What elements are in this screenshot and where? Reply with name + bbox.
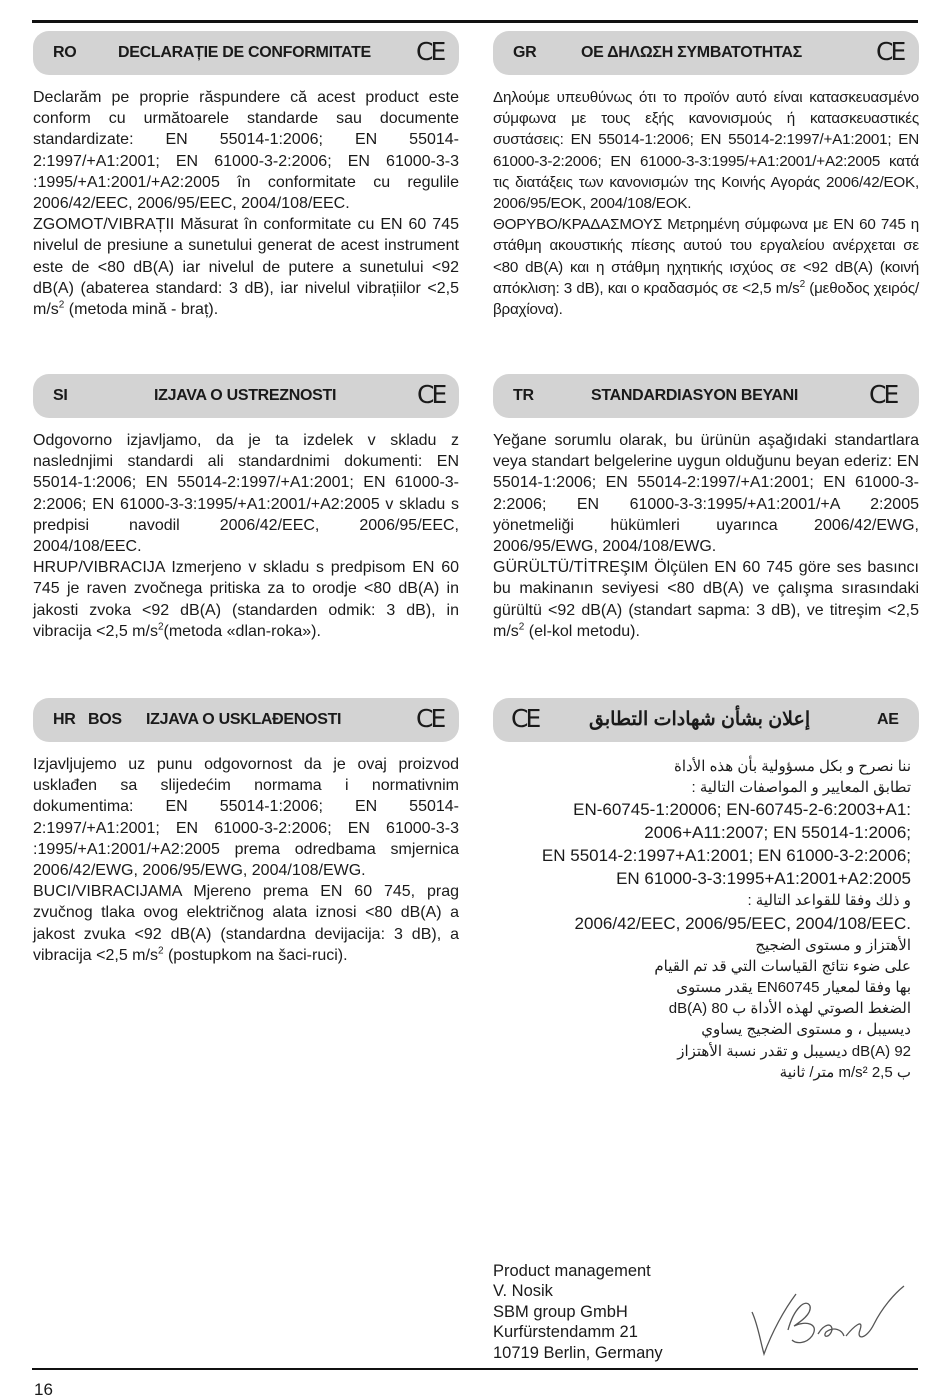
street-address: Kurfürstendamm 21: [493, 1323, 638, 1342]
section-header: [33, 31, 459, 75]
paragraph: Δηλούμε υπευθύνως ότι το προϊόν αυτό είναι κατασκευασμένο σύμφωνα με τους εξής κανονισμούς ή κατασκευαστικές συστάσεις: EN 55014-1:2006; EN 55014-2:1997/+A1:2001; EN 61000-3-2:2006; EN 61000-3-3:1995/+A1:2001/+A2:2005 κατά τις διατάξεις των κανονισμών της Κοινής Αγοράς 2006/42/ΕΟΚ, 2006/95/ΕΟΚ, 2004/108/ΕΟΚ.: [493, 89, 919, 213]
top-rule: [32, 20, 918, 23]
text-line: EN 55014-2:1997+A1:2001; EN 61000-3-2:2006;: [541, 846, 911, 866]
paragraph-noise: BUCI/VIBRACIJAMA Mjereno prema EN 60 745, prag zvučnog tlaka ovog električnog alata iznosi <80 dB(A) a jakost zvuka <92 dB(A) (standardna devijacija: 3 dB), a vibracija <2,5 $m/s^2$ (postupkom na šaci-ruci).: [33, 883, 459, 964]
language-code: SI: [53, 387, 68, 404]
section-title: IZJAVA O USKLAĐENOSTI: [146, 711, 342, 728]
section-body: [33, 430, 459, 642]
paragraph-noise: ΘΟΡΥΒΟ/ΚΡΑΔΑΣΜΟΥΣ Μετρημένη σύμφωνα με ΕΝ 60 745 η στάθμη ακουστικής πίεσης αυτού του εργαλείου ανέρχεται σε <80 dB(A) και η στάθμη ηχητικής ισχύος σε <92 dB(A) (κοινή απόκλιση: 3 dB), και ο κραδασμός σε <2,5 $m/s^2$ (μεθοδος χειρός/βραχίονα).: [493, 216, 919, 319]
section-title: ΟΕ ΔΗΛΩΣΗ ΣΥΜΒΑΤΟΤΗΤΑΣ: [581, 44, 802, 61]
bottom-rule: [32, 1368, 918, 1370]
language-code: RO: [53, 44, 77, 61]
section-ro: [33, 31, 459, 320]
section-body: [493, 87, 919, 320]
section-header: [33, 374, 459, 418]
text-line: ب 2,5 m/s² متر/ ثانية: [779, 1063, 911, 1081]
section-si: [33, 374, 459, 642]
text-line: EN 61000-3-3:1995+A1:2001+A2:2005: [616, 869, 911, 889]
text-line: و ذلك وفقا للقواعد التالية :: [747, 892, 911, 910]
ce-mark-icon: CE: [416, 37, 444, 66]
section-title: إعلان بشأن شهادات التطابق: [589, 709, 811, 730]
language-code: GR: [513, 44, 537, 61]
ce-mark-icon: CE: [511, 704, 539, 733]
section-title: STANDARDIASYON BEYANI: [591, 387, 799, 404]
language-code: TR: [513, 387, 534, 404]
company-name: SBM group GmbH: [493, 1302, 628, 1321]
section-body: [493, 430, 919, 642]
section-gr: [493, 31, 919, 320]
section-header: [493, 374, 919, 418]
paragraph-noise: GÜRÜLTÜ/TİTREŞIM Ölçülen EN 60 745 göre ses basıncı bu makinanın seviyesi <80 dB(A) ve çalışma sırasındaki gürültü <92 dB(A) (standart sapma: 3 dB), ve titreşim <2,5 $m/s^2$ (el-kol metodu).: [493, 559, 919, 640]
section-body: [493, 756, 919, 1083]
text-line: ديسيبل ، و مستوى الضجيج يساوي: [701, 1021, 911, 1039]
text-line: الأهتزاز و مستوى الضجيج: [755, 936, 911, 954]
text-line: 92 dB(A) ديسيبل و تقدر نسبة الأهتزاز: [677, 1042, 911, 1060]
section-body: [33, 87, 459, 320]
text-line: تطابق المعايير و المواصفات التالية :: [691, 779, 911, 797]
paragraph: Declarăm pe proprie răspundere că acest product este conform cu următoarele standarde sau documente standardizate: EN 55014-1:2006; EN 55014-2:1997/+A1:2001; EN 61000-3-2:2006; EN 61000-3-3 :1995/+A1:2001/+A2:2005 în conformitate cu regulile 2006/42/EEC, 2006/95/EEC, 2004/108/EEC.: [33, 89, 459, 213]
language-code: AE: [877, 711, 899, 728]
ce-mark-icon: CE: [876, 37, 904, 66]
text-line: EN-60745-1:20006; EN-60745-2-6:2003+A1:: [573, 800, 911, 820]
ce-mark-icon: CE: [869, 380, 897, 409]
text-line: ننا نصرح و بكل مسؤولية بأن هذه الأداة: [673, 758, 911, 775]
section-ae: [493, 698, 919, 1083]
section-body: [33, 754, 459, 966]
city-address: 10719 Berlin, Germany: [493, 1343, 663, 1362]
signatory-name: V. Nosik: [493, 1282, 553, 1301]
paragraph: Yeğane sorumlu olarak, bu ürünün aşağıdaki standartlara veya standart belgelerine uygun olduğunu beyan ederiz: EN 55014-1:2006; EN 55014-2:1997/+A1:2001; EN 61000-3-2:2006; EN 61000-3-3:1995/+A1:2001/+A 2:2005 yönetmeliği hükümleri uyarınca 2006/42/EWG, 2006/95/EWG, 2004/108/EWG.: [493, 432, 919, 556]
language-code: HR: [53, 711, 76, 728]
section-header: [33, 698, 459, 742]
text-line: 2006/42/EEC, 2006/95/EEC, 2004/108/EEC.: [574, 913, 911, 933]
section-title: IZJAVA O USTREZNOSTI: [154, 387, 337, 404]
section-hr: [33, 698, 459, 966]
ce-mark-icon: CE: [416, 704, 444, 733]
paragraph-noise: ZGOMOT/VIBRAȚII Măsurat în conformitate cu EN 60 745 nivelul de presiune a sunetului generat de acest instrument este de <80 dB(A) iar nivelul de putere a sunetului <92 dB(A) (abaterea standard: 3 dB), iar nivelul vibrațiilor <2,5 $m/s^2$ (metoda mină - braț).: [33, 216, 459, 319]
paragraph: Odgovorno izjavljamo, da je ta izdelek v skladu z naslednjimi standardi ali standardnimi dokumenti: EN 55014-1:2006; EN 55014-2:1997/+A1:2001; EN 61000-3-2:2006; EN 61000-3-3:1995/+A1:2001/+A2:2005 v skladu s predpisi navodil 2006/42/EEC, 2006/95/EEC, 2004/108/EEC.: [33, 432, 459, 556]
handwritten-signature: [748, 1280, 908, 1360]
text-line: على ضوء نتائج القياسات التي قد تم القيام: [654, 957, 911, 975]
text-line: 2006+A11:2007; EN 55014-1:2006;: [644, 823, 911, 843]
section-tr: [493, 374, 919, 642]
department: Product management: [493, 1262, 651, 1280]
language-code-secondary: BOS: [88, 711, 122, 728]
paragraph-noise: HRUP/VIBRACIJA Izmerjeno v skladu s predpisom EN 60 745 je raven zvočnega pritiska za to orodje <80 dB(A) in jakosti zvoka <92 dB(A) (standarden odmik: 3 dB), in vibracija <2,5 $m/s^2(metoda$ «dlan-roka»).: [33, 559, 459, 640]
section-title: DECLARAȚIE DE CONFORMITATE: [118, 44, 371, 61]
ce-mark-icon: CE: [417, 380, 445, 409]
section-header: [493, 698, 919, 742]
signature-address-block: [493, 1261, 663, 1363]
paragraph: Izjavljujemo uz punu odgovornost da je ovaj proizvod usklađen sa slijedećim normama i normativnim dokumentima: EN 55014-1:2006; EN 55014-2:1997/+A1:2001; EN 61000-3-2:2006; EN 61000-3-3 :1995/+A1:2001/+A2:2005 prema odredbama smjernica 2006/42/EWG, 2006/95/EWG, 2004/108/EWG.: [33, 756, 459, 880]
section-header: [493, 31, 919, 75]
text-line: بها وفقا لمعيار EN60745 يقدر مستوى: [676, 979, 911, 997]
text-line: الضغط الصوتي لهذه الأداة ب 80 dB(A): [668, 1000, 911, 1018]
page-number: 16: [34, 1380, 53, 1399]
